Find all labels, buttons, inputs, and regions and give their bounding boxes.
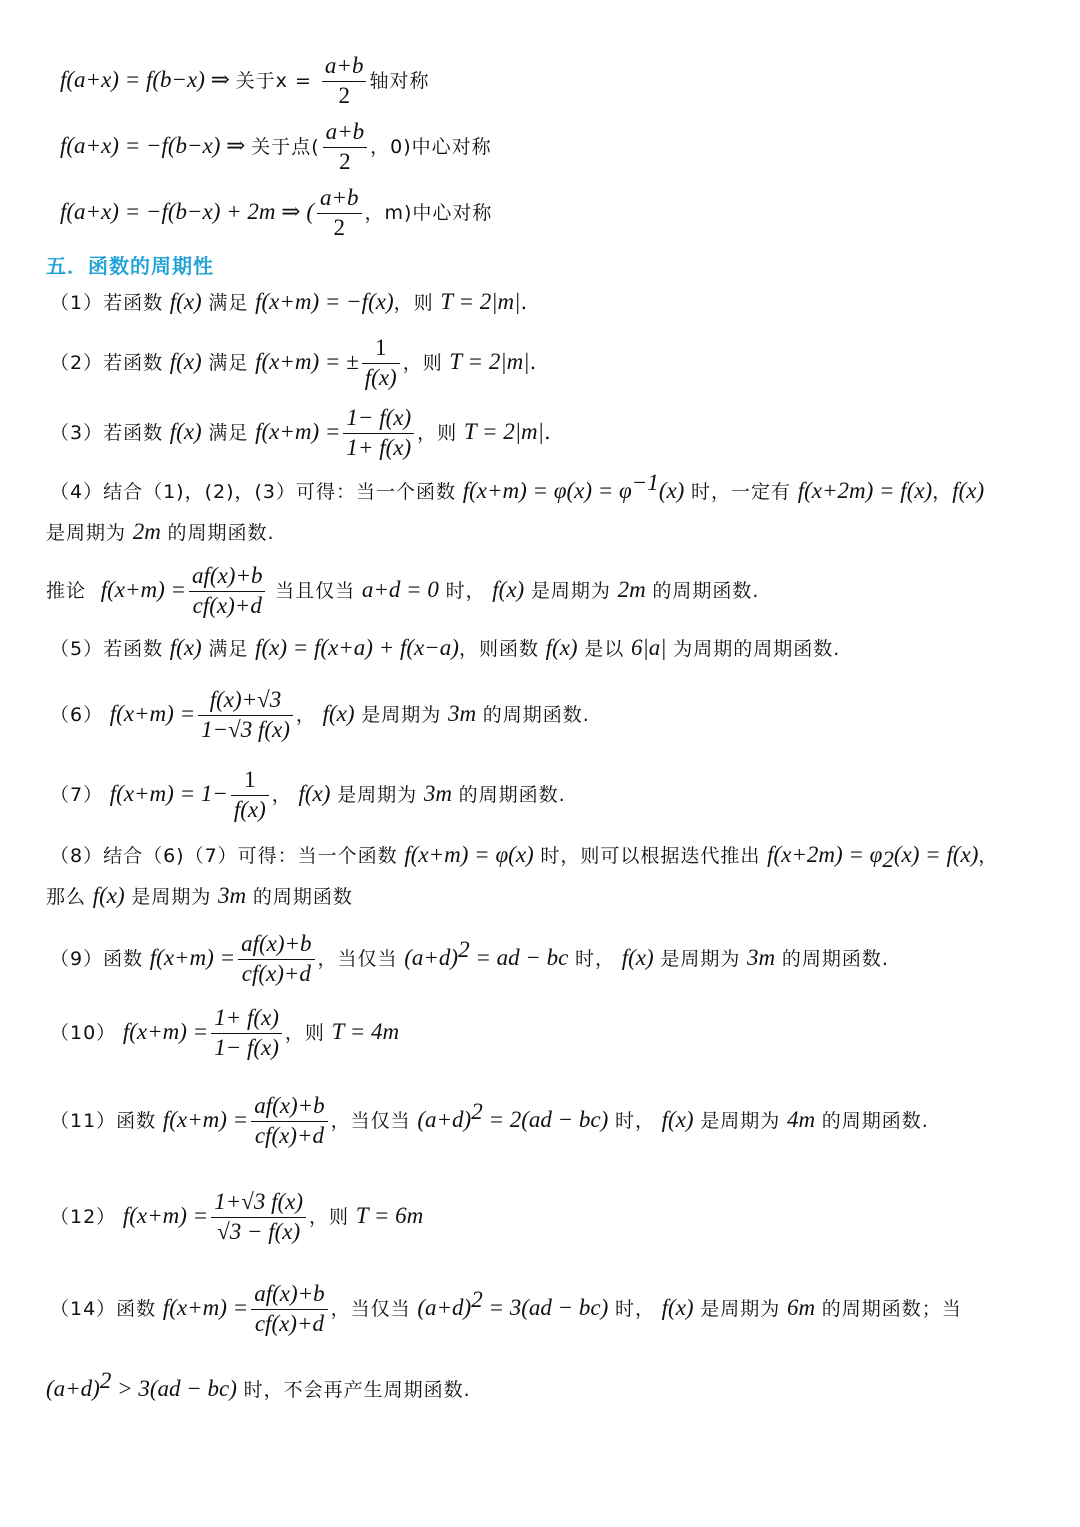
- item-8-line2c: 的周期函数: [252, 886, 353, 908]
- sym-3-lhs: f(a+x) = −f(b−x) + 2m ⇒ (: [60, 198, 314, 224]
- cor-den: cf(x)+d: [192, 592, 262, 618]
- item-10-label: （10）: [50, 1021, 117, 1044]
- item-11-sup: 2: [471, 1098, 483, 1124]
- item-3-num: 1− f(x): [343, 404, 414, 434]
- item-12: [50, 1188, 423, 1247]
- sym-2-den: 2: [339, 148, 351, 174]
- item-3-end: .: [543, 419, 551, 444]
- sym-1-lhs: f(a+x) = f(b−x) ⇒: [60, 66, 236, 92]
- item-8-sub: 2: [882, 847, 894, 873]
- sym-3-tail: ，m)中心对称: [364, 201, 493, 224]
- item-14-den: cf(x)+d: [254, 1310, 324, 1336]
- item-9-tail-b: 的周期函数.: [781, 947, 889, 970]
- item-11-cond2: = 2(ad − bc): [482, 1106, 609, 1132]
- item-2-f: f(x): [169, 348, 202, 374]
- item-2-den: f(x): [364, 364, 397, 390]
- sym-line-2: [60, 118, 492, 177]
- item-6-label: （6）: [50, 703, 104, 726]
- sym-2-num: a+b: [323, 118, 368, 148]
- item-11-tail-m: 4m: [786, 1106, 816, 1132]
- item-2-end: .: [529, 349, 537, 374]
- item-8-line2a: 那么: [46, 886, 87, 908]
- item-7-tail-a: 是周期为: [337, 783, 418, 806]
- item-14-line-1: [50, 1280, 962, 1339]
- item-7-num: 1: [231, 766, 269, 796]
- item-1-T: T = 2|m|: [440, 289, 521, 314]
- item-8-mid: 时，则可以根据迭代推出: [540, 845, 761, 867]
- sym-line-3: [60, 184, 492, 243]
- item-1-then: ，则: [393, 292, 434, 314]
- sym-2-frac: [323, 118, 368, 177]
- item-7-den: f(x): [233, 796, 266, 822]
- item-3-then: ，则: [417, 421, 458, 444]
- item-4-line-1: [50, 470, 985, 503]
- item-5-per: 6|a|: [630, 635, 667, 660]
- cor-mid2: 时，: [445, 579, 486, 602]
- cor-tail-a: 是周期为: [530, 579, 611, 602]
- cor-f: f(x): [492, 576, 525, 602]
- item-12-label: （12）: [50, 1205, 117, 1228]
- item-1-sat: 满足: [208, 292, 249, 314]
- item-1: [50, 290, 527, 313]
- item-8-line-1: [50, 842, 999, 873]
- item-9-mid: ，当仅当: [317, 947, 398, 970]
- item-14-tail-b: 的周期函数；当: [821, 1297, 962, 1320]
- item-9-cond: (a+d): [404, 944, 459, 970]
- item-9-mid2: 时，: [575, 947, 616, 970]
- item-8-eq2b: (x) = f(x): [893, 842, 979, 867]
- item-9-num: af(x)+b: [238, 930, 314, 960]
- item-10-den: 1− f(x): [214, 1034, 279, 1060]
- item-14-num: af(x)+b: [251, 1280, 327, 1310]
- item-2: [50, 334, 536, 393]
- item-7-label: （7）: [50, 783, 104, 806]
- item-4-comma: ，: [932, 481, 953, 503]
- item-11: [50, 1092, 929, 1151]
- item-11-cond: (a+d): [417, 1106, 472, 1132]
- item-12-T: T = 6m: [355, 1202, 424, 1228]
- item-1-label: （1）若函数: [50, 292, 164, 314]
- sym-1-num: a+b: [322, 52, 367, 82]
- item-7-tail-b: 的周期函数.: [458, 783, 566, 806]
- item-11-num: af(x)+b: [251, 1092, 327, 1122]
- item-14-mid: ，当仅当: [330, 1297, 411, 1320]
- item-6-tail-b: 的周期函数.: [482, 703, 590, 726]
- item-14-line2: (a+d): [46, 1376, 100, 1401]
- corollary: [46, 562, 759, 621]
- item-9-tail-m: 3m: [747, 944, 776, 970]
- item-4-line2m: 2m: [132, 519, 161, 544]
- item-1-end: .: [520, 290, 528, 314]
- item-5-sat: 满足: [208, 638, 249, 660]
- sym-2-tail: ，0)中心对称: [370, 135, 492, 158]
- item-12-then: ，则: [309, 1205, 350, 1228]
- item-12-eq: f(x+m) =: [122, 1202, 209, 1228]
- item-10-T: T = 4m: [331, 1018, 400, 1044]
- cor-label: 推论: [46, 579, 87, 602]
- item-8-line-2: [46, 884, 353, 907]
- cor-frac: [189, 562, 265, 621]
- item-6-num: f(x)+√3: [198, 686, 293, 716]
- item-8-eq2: f(x+2m) = φ: [767, 842, 883, 867]
- item-11-eq: f(x+m) =: [162, 1106, 249, 1132]
- item-9-f: f(x): [621, 944, 654, 970]
- item-14-cond: (a+d): [417, 1294, 472, 1320]
- item-14-line-2: [46, 1368, 471, 1401]
- item-14-eq: f(x+m) =: [162, 1294, 249, 1320]
- item-14-f: f(x): [661, 1294, 694, 1320]
- item-9-den: cf(x)+d: [241, 960, 311, 986]
- item-4-f: f(x): [952, 478, 985, 503]
- item-4-sup: −1: [631, 470, 659, 495]
- item-3-sat: 满足: [208, 421, 249, 444]
- item-10-frac: [211, 1004, 282, 1063]
- item-7-f: f(x): [298, 780, 331, 806]
- item-5-tail: 为周期的周期函数.: [673, 638, 841, 660]
- item-4-eq2: f(x+2m) = f(x): [797, 478, 933, 503]
- item-6-comma: ，: [295, 703, 316, 726]
- item-4-line2b: 的周期函数.: [167, 522, 275, 544]
- sym-1-mid: 关于x =: [235, 69, 319, 92]
- item-11-tail-b: 的周期函数.: [821, 1109, 929, 1132]
- item-11-mid: ，当仅当: [330, 1109, 411, 1132]
- item-5-f2: f(x): [545, 635, 578, 660]
- item-8-line2m: 3m: [218, 883, 247, 908]
- item-11-tail-a: 是周期为: [700, 1109, 781, 1132]
- section-heading: 五．函数的周期性: [46, 254, 214, 278]
- item-9: [50, 930, 889, 989]
- item-6-tail-a: 是周期为: [361, 703, 442, 726]
- item-7-tail-m: 3m: [423, 780, 452, 806]
- item-5-f: f(x): [169, 635, 202, 660]
- item-11-den: cf(x)+d: [254, 1122, 324, 1148]
- item-2-sat: 满足: [208, 351, 249, 374]
- item-4-eq1b: (x): [658, 478, 685, 503]
- item-11-f: f(x): [661, 1106, 694, 1132]
- item-9-cond2: = ad − bc: [469, 944, 569, 970]
- item-2-label: （2）若函数: [50, 351, 164, 374]
- item-7-comma: ，: [271, 783, 292, 806]
- item-12-den: √3 − f(x): [217, 1218, 301, 1244]
- item-11-mid2: 时，: [614, 1109, 655, 1132]
- item-8-line2b: 是周期为: [131, 886, 212, 908]
- item-6-f: f(x): [322, 700, 355, 726]
- item-3-den: 1+ f(x): [346, 434, 412, 460]
- item-9-label: （9）函数: [50, 947, 144, 970]
- sym-1-tail: 轴对称: [369, 69, 430, 92]
- item-6: [50, 686, 590, 745]
- item-14-tail-a: 是周期为: [700, 1297, 781, 1320]
- sym-2-lhs: f(a+x) = −f(b−x) ⇒: [60, 132, 252, 158]
- item-14-cond2: = 3(ad − bc): [482, 1294, 609, 1320]
- sym-3-frac: [317, 184, 362, 243]
- item-5-mid: ，则函数: [458, 638, 539, 660]
- item-6-frac: [198, 686, 293, 745]
- cor-num: af(x)+b: [189, 562, 265, 592]
- cor-cond: a+d = 0: [361, 576, 439, 602]
- item-3-f: f(x): [169, 418, 202, 444]
- item-3: [50, 404, 551, 463]
- item-11-label: （11）函数: [50, 1109, 157, 1132]
- item-8-comma: ，: [978, 845, 999, 867]
- item-3-T: T = 2|m|: [463, 418, 544, 444]
- cor-tail-m: 2m: [617, 576, 646, 602]
- item-4-mid: 时，一定有: [691, 481, 792, 503]
- item-2-then: ，则: [402, 351, 443, 374]
- item-5-label: （5）若函数: [50, 638, 164, 660]
- item-9-frac: [238, 930, 314, 989]
- item-5: [50, 636, 840, 659]
- item-9-eq: f(x+m) =: [149, 944, 236, 970]
- sym-3-num: a+b: [317, 184, 362, 214]
- sym-1-frac: [322, 52, 367, 111]
- item-10-eq: f(x+m) =: [122, 1018, 209, 1044]
- item-5-eq: f(x) = f(x+a) + f(x−a): [255, 635, 459, 660]
- item-14-line2-sup: 2: [99, 1368, 112, 1393]
- item-7: [50, 766, 566, 825]
- item-10: [50, 1004, 399, 1063]
- item-3-eq: f(x+m) =: [255, 418, 341, 444]
- item-7-frac: [231, 766, 269, 825]
- sym-3-den: 2: [333, 214, 345, 240]
- item-6-tail-m: 3m: [447, 700, 477, 726]
- item-3-label: （3）若函数: [50, 421, 164, 444]
- cor-tail-b: 的周期函数.: [652, 579, 760, 602]
- item-12-frac: [211, 1188, 306, 1247]
- item-7-eq: f(x+m) = 1−: [109, 780, 228, 806]
- item-10-then: ，则: [284, 1021, 325, 1044]
- item-14-line2-tail: 时，不会再产生周期函数.: [243, 1379, 471, 1401]
- cor-eq: f(x+m) =: [100, 576, 187, 602]
- item-4-line-2: [46, 520, 275, 543]
- item-9-sup: 2: [458, 936, 470, 962]
- item-11-frac: [251, 1092, 327, 1151]
- item-14-label: （14）函数: [50, 1297, 157, 1320]
- item-14-mid2: 时，: [614, 1297, 655, 1320]
- item-14-sup: 2: [471, 1286, 483, 1312]
- item-1-f: f(x): [169, 289, 202, 314]
- sym-2-mid: 关于点(: [251, 135, 320, 158]
- item-4-label: （4）结合（1)，(2)，(3）可得：当一个函数: [50, 481, 457, 503]
- item-4-eq1: f(x+m) = φ(x) = φ: [462, 478, 632, 503]
- item-2-eq: f(x+m) = ±: [255, 348, 359, 374]
- item-12-num: 1+√3 f(x): [211, 1188, 306, 1218]
- item-2-num: 1: [362, 334, 400, 364]
- item-14-tail-m: 6m: [786, 1294, 816, 1320]
- item-8-label: （8）结合（6)（7）可得：当一个函数: [50, 845, 398, 867]
- item-2-T: T = 2|m|: [449, 348, 530, 374]
- cor-mid: 当且仅当: [275, 579, 356, 602]
- item-6-eq: f(x+m) =: [109, 700, 196, 726]
- item-6-den: 1−√3 f(x): [201, 716, 290, 742]
- item-14-line2b: > 3(ad − bc): [111, 1376, 237, 1401]
- item-10-num: 1+ f(x): [211, 1004, 282, 1034]
- item-14-frac: [251, 1280, 327, 1339]
- item-9-tail-a: 是周期为: [660, 947, 741, 970]
- item-4-line2a: 是周期为: [46, 522, 127, 544]
- item-8-f: f(x): [92, 883, 125, 908]
- item-1-eq: f(x+m) = −f(x): [255, 289, 394, 314]
- item-2-frac: [362, 334, 400, 393]
- item-8-eq1: f(x+m) = φ(x): [404, 842, 534, 867]
- item-5-is: 是以: [584, 638, 625, 660]
- sym-line-1: [60, 52, 429, 111]
- sym-1-den: 2: [338, 82, 350, 108]
- item-3-frac: [343, 404, 414, 463]
